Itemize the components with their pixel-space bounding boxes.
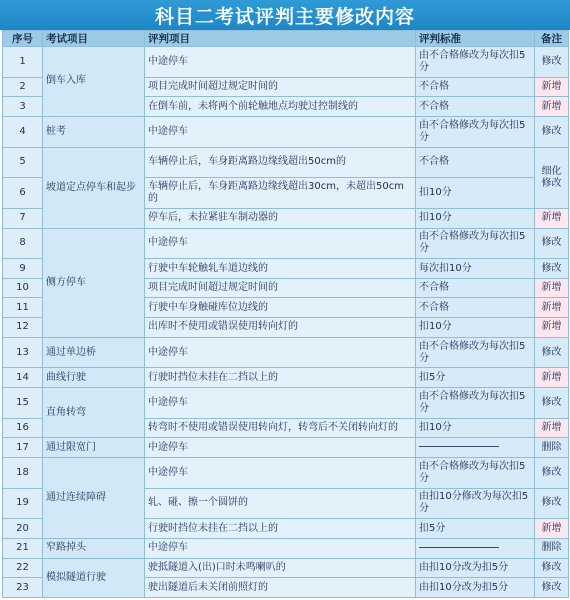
note-cell: 新增 (535, 97, 569, 117)
criteria-cell: 停车后，未拉紧驻车制动器的 (145, 208, 416, 228)
table-row (3, 438, 569, 458)
criteria-cell: 转弯时不使用或错误使用转向灯，转弯后不关闭转向灯的 (145, 418, 416, 438)
row-index: 20 (3, 519, 43, 539)
criteria-cell: 中途停车 (145, 337, 416, 368)
note-cell: 新增 (535, 298, 569, 318)
row-index: 2 (3, 77, 43, 97)
row-index: 22 (3, 558, 43, 578)
header-item: 考试项目 (43, 31, 145, 47)
standard-cell: 由不合格修改为每次扣5分 (416, 337, 535, 368)
table-row (3, 228, 569, 259)
criteria-cell: 中途停车 (145, 538, 416, 558)
note-cell: 修改 (535, 116, 569, 147)
table-row (3, 538, 569, 558)
criteria-cell: 中途停车 (145, 388, 416, 419)
note-cell: 新增 (535, 77, 569, 97)
note-cell: 删除 (535, 438, 569, 458)
header-note: 备注 (535, 31, 569, 47)
exam-item: 通过限宽门 (43, 438, 145, 458)
criteria-cell: 行驶时挡位未挂在二挡以上的 (145, 368, 416, 388)
row-index: 14 (3, 368, 43, 388)
row-index: 12 (3, 318, 43, 338)
note-cell: 新增 (535, 418, 569, 438)
standard-cell: 每次扣10分 (416, 259, 535, 279)
exam-item: 坡道定点停车和起步 (43, 147, 145, 228)
note-cell: 修改 (535, 228, 569, 259)
note-cell: 修改 (535, 578, 569, 598)
table-header-row (3, 31, 569, 47)
standard-cell: 不合格 (416, 298, 535, 318)
standard-cell (416, 538, 535, 558)
note-cell: 新增 (535, 318, 569, 338)
note-cell: 删除 (535, 538, 569, 558)
criteria-cell: 中途停车 (145, 116, 416, 147)
note-cell: 修改 (535, 488, 569, 519)
title-bar (0, 0, 570, 30)
standard-cell: 扣10分 (416, 178, 535, 209)
standard-cell: 由扣10分改为扣5分 (416, 578, 535, 598)
standard-cell: 不合格 (416, 97, 535, 117)
standard-cell: 扣10分 (416, 318, 535, 338)
note-cell: 新增 (535, 208, 569, 228)
row-index: 23 (3, 578, 43, 598)
standard-cell: 扣10分 (416, 418, 535, 438)
note-cell: 修改 (535, 47, 569, 78)
note-cell: 修改 (535, 388, 569, 419)
table-row (3, 116, 569, 147)
table-row (3, 368, 569, 388)
exam-item: 曲线行驶 (43, 368, 145, 388)
dash-line (419, 446, 499, 447)
exam-item: 通过单边桥 (43, 337, 145, 368)
row-index: 17 (3, 438, 43, 458)
standard-cell (416, 438, 535, 458)
criteria-cell: 车辆停止后，车身距离路边缘线超出50cm的 (145, 147, 416, 178)
note-cell: 细化修改 (535, 147, 569, 208)
row-index: 13 (3, 337, 43, 368)
standard-cell: 扣10分 (416, 208, 535, 228)
page-title: 科目二考试评判主要修改内容 (154, 5, 415, 28)
criteria-cell: 中途停车 (145, 47, 416, 78)
row-index: 15 (3, 388, 43, 419)
table-row (3, 337, 569, 368)
table-row (3, 388, 569, 419)
criteria-cell: 项目完成时间超过规定时间的 (145, 278, 416, 298)
exam-item: 侧方停车 (43, 228, 145, 337)
criteria-cell: 项目完成时间超过规定时间的 (145, 77, 416, 97)
header-criteria: 评判项目 (145, 31, 416, 47)
criteria-cell: 驶抵隧道入(出)口时未鸣喇叭的 (145, 558, 416, 578)
note-cell: 新增 (535, 519, 569, 539)
criteria-cell: 在倒车前，未将两个前轮触地点均驶过控制线的 (145, 97, 416, 117)
row-index: 11 (3, 298, 43, 318)
criteria-cell: 行驶中车轮触轧车道边线的 (145, 259, 416, 279)
standard-cell: 由不合格修改为每次扣5分 (416, 116, 535, 147)
criteria-cell: 中途停车 (145, 457, 416, 488)
row-index: 3 (3, 97, 43, 117)
exam-item: 桩考 (43, 116, 145, 147)
dash-line (419, 547, 499, 548)
row-index: 10 (3, 278, 43, 298)
table-row (3, 147, 569, 178)
criteria-cell: 中途停车 (145, 228, 416, 259)
criteria-cell: 中途停车 (145, 438, 416, 458)
table-row (3, 47, 569, 78)
criteria-cell: 车辆停止后，车身距离路边缘线超出30cm，未超出50cm的 (145, 178, 416, 209)
standard-cell: 扣5分 (416, 519, 535, 539)
note-cell: 修改 (535, 457, 569, 488)
row-index: 16 (3, 418, 43, 438)
exam-item: 窄路掉头 (43, 538, 145, 558)
rules-table (2, 30, 569, 598)
header-standard: 评判标准 (416, 31, 535, 47)
standard-cell: 不合格 (416, 147, 535, 178)
row-index: 4 (3, 116, 43, 147)
exam-item: 直角转弯 (43, 388, 145, 438)
row-index: 18 (3, 457, 43, 488)
standard-cell: 不合格 (416, 278, 535, 298)
exam-item: 倒车入库 (43, 47, 145, 117)
criteria-cell: 出库时不使用或错误使用转向灯的 (145, 318, 416, 338)
criteria-cell: 轧、碰、擦一个圆饼的 (145, 488, 416, 519)
row-index: 9 (3, 259, 43, 279)
note-cell: 修改 (535, 558, 569, 578)
row-index: 21 (3, 538, 43, 558)
exam-item: 模拟隧道行驶 (43, 558, 145, 597)
criteria-cell: 行驶中车身触碰库位边线的 (145, 298, 416, 318)
note-cell: 新增 (535, 278, 569, 298)
note-cell: 修改 (535, 337, 569, 368)
row-index: 19 (3, 488, 43, 519)
standard-cell: 由扣10分修改为每次扣5分 (416, 488, 535, 519)
row-index: 5 (3, 147, 43, 178)
table-row (3, 558, 569, 578)
table-row (3, 457, 569, 488)
standard-cell: 由不合格修改为每次扣5分 (416, 388, 535, 419)
note-cell: 修改 (535, 259, 569, 279)
row-index: 8 (3, 228, 43, 259)
standard-cell: 由扣10分改为扣5分 (416, 558, 535, 578)
row-index: 7 (3, 208, 43, 228)
note-cell: 新增 (535, 368, 569, 388)
criteria-cell: 驶出隧道后未关闭前照灯的 (145, 578, 416, 598)
row-index: 6 (3, 178, 43, 209)
header-index: 序号 (3, 31, 43, 47)
criteria-cell: 行驶时挡位未挂在二挡以上的 (145, 519, 416, 539)
standard-cell: 由不合格修改为每次扣5分 (416, 228, 535, 259)
standard-cell: 由不合格修改为每次扣5分 (416, 47, 535, 78)
standard-cell: 不合格 (416, 77, 535, 97)
standard-cell: 由不合格修改为每次扣5分 (416, 457, 535, 488)
standard-cell: 扣5分 (416, 368, 535, 388)
exam-item: 通过连续障碍 (43, 457, 145, 538)
row-index: 1 (3, 47, 43, 78)
